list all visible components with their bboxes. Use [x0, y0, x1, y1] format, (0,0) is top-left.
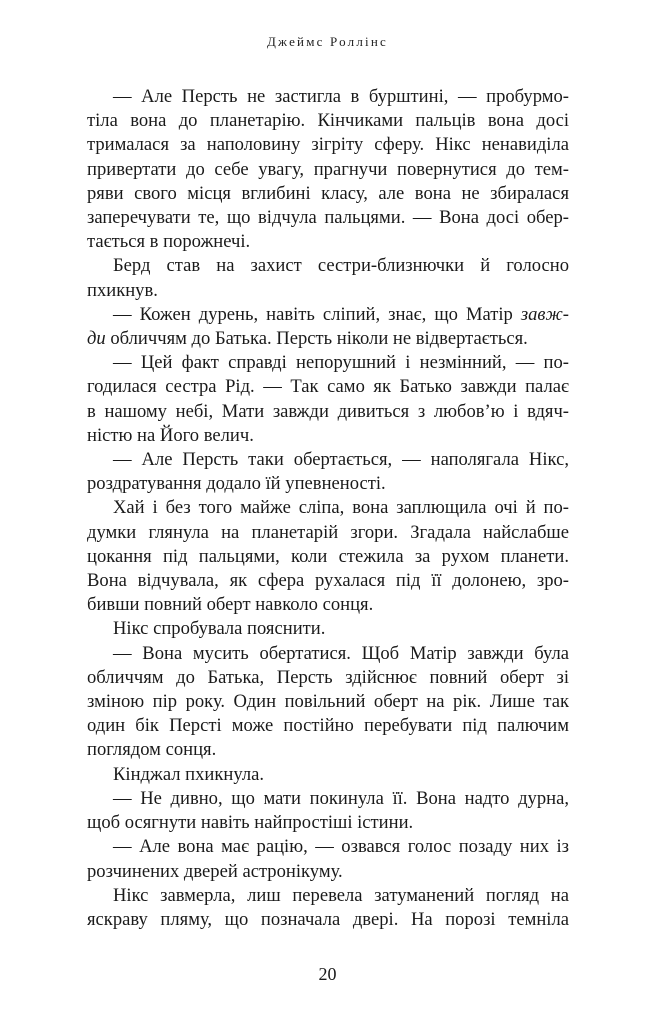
text-line: один бік Персті може постійно перебувати під палючим: [87, 715, 569, 737]
paragraph: [87, 496, 569, 617]
text-line: ністю на Його велич.: [87, 424, 254, 446]
text-line: — Не дивно, що мати покинула її. Вона надто дурна,: [113, 787, 569, 809]
text-line: [87, 303, 569, 327]
text-line: Берд став на захист сестри-близнючки й голосно: [113, 255, 569, 277]
paragraph: [87, 642, 569, 763]
text-line: Нікс завмерла, лиш перевела затуманений погляд на: [113, 884, 569, 906]
body-text: [87, 85, 569, 932]
paragraph: [87, 884, 569, 932]
text-line: — Вона мусить обертатися. Щоб Матір завжди була: [113, 642, 569, 664]
text-line: поглядом сонця.: [87, 739, 217, 761]
paragraph: [87, 787, 569, 835]
text-line: [87, 327, 569, 351]
text-line: годилася сестра Рід. — Так само як Батько завжди палає: [87, 376, 569, 398]
text-line: ряви свого місця вглибині класу, але вона не збиралася: [87, 182, 569, 204]
text-line: цокання під пальцями, коли стежила за рухом планети.: [87, 545, 569, 567]
running-head: Джеймс Роллінс: [266, 34, 388, 49]
text-line: яскраву пляму, що позначала двері. На порозі темніла: [87, 908, 569, 930]
text-line: заперечувати те, що відчула пальцями. — Вона досі обер-: [87, 207, 569, 229]
text-line: — Але Персть таки обертається, — наполягала Нікс,: [113, 449, 569, 471]
text-line: зміною пір року. Один повільний оберт на рік. Лише так: [87, 691, 569, 713]
text-line: Хай і без того майже сліпа, вона заплющила очі й по-: [113, 497, 569, 519]
text-line: Кінджал пхикнула.: [113, 763, 265, 785]
text-line: тається в порожнечі.: [87, 231, 251, 253]
paragraph: [87, 85, 569, 254]
text-line: — Але Персть не застигла в бурштині, — пробурмо-: [113, 86, 569, 107]
text-line: розчинених дверей астронікуму.: [87, 860, 343, 882]
text-line: привертати до себе увагу, прагнучи повернутися до тем-: [87, 158, 569, 180]
paragraph: [87, 763, 569, 787]
paragraph: [87, 303, 569, 351]
text-line: — Цей факт справді непорушний і незмінний, — по-: [113, 352, 569, 374]
text-line: тіла вона до планетарію. Кінчиками пальців вона досі: [87, 110, 569, 132]
text-line: обличчям до Батька, Персть здійснює повний оберт зі: [87, 666, 569, 688]
paragraph: [87, 617, 569, 641]
text-run: обличчям до Батька. Персть ніколи не відвертається.: [105, 328, 528, 350]
text-line: в нашому небі, Мати завжди дивиться з любов’ю і вдяч-: [87, 400, 569, 422]
text-line: трималася за наполовину зігріту сферу. Нікс ненавиділа: [87, 134, 569, 156]
paragraph: [87, 254, 569, 302]
text-line: — Але вона має рацію, — озвався голос позаду них із: [113, 836, 569, 858]
paragraph: [87, 835, 569, 883]
text-line: думки глянула на планетарій згори. Згадала найслабше: [87, 521, 569, 543]
text-line: пхикнув.: [87, 279, 158, 301]
italic-run: ди: [87, 328, 106, 350]
paragraph: [87, 351, 569, 448]
text-line: бивши повний оберт навколо сонця.: [87, 594, 374, 616]
text-line: Нікс спробувала пояснити.: [113, 618, 326, 640]
text-line: роздратування додало їй упевненості.: [87, 473, 386, 495]
page-number: 20: [318, 964, 337, 984]
paragraph: [87, 448, 569, 496]
text-line: щоб осягнути навіть найпростіші істини.: [87, 812, 414, 834]
text-run: — Кожен дурень, навіть сліпий, знає, що Матір: [113, 303, 521, 325]
text-line: Вона відчувала, як сфера рухалася під її долонею, зро-: [87, 570, 569, 592]
italic-run: завж-: [520, 303, 569, 325]
